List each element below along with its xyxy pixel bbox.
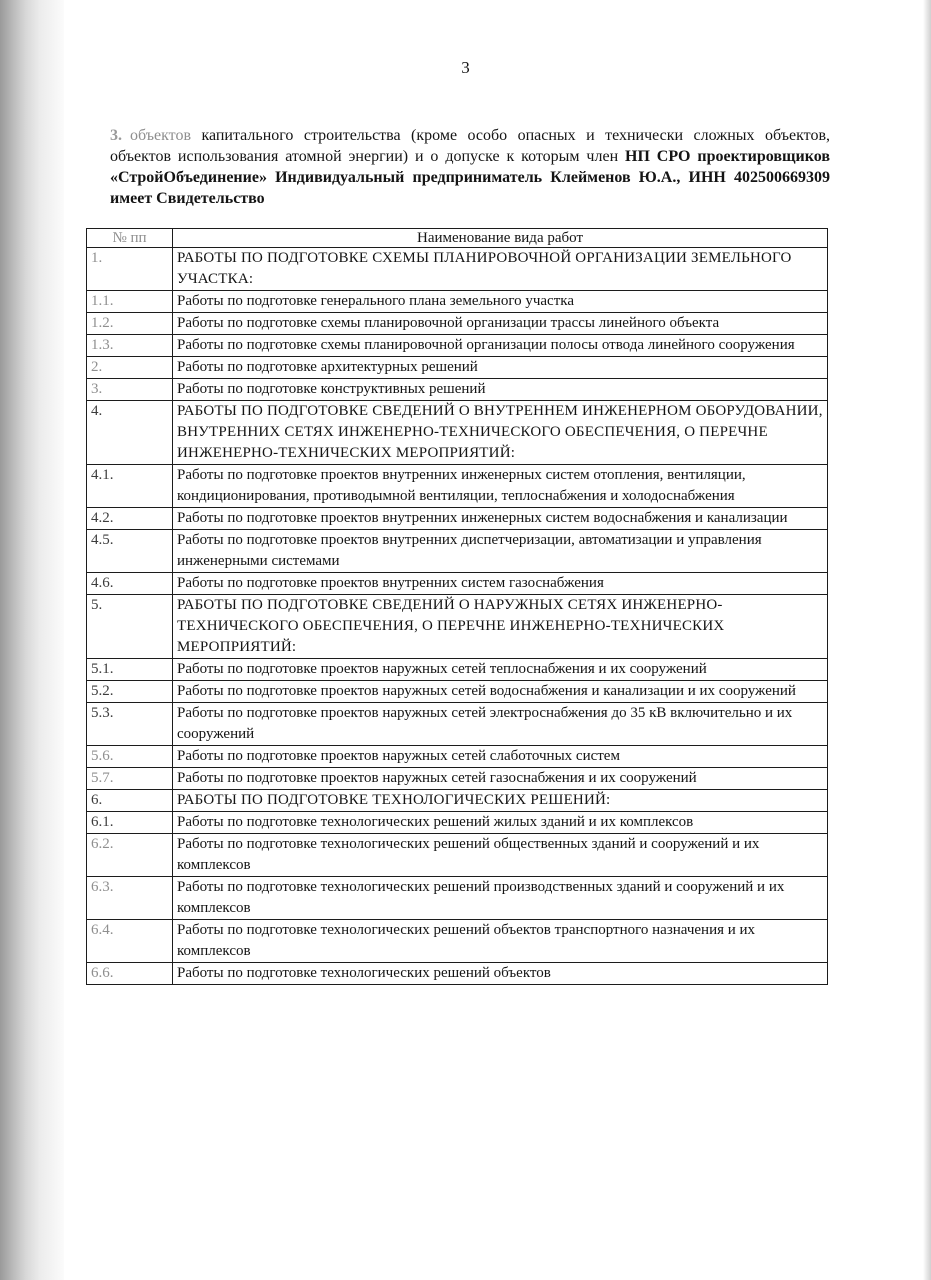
table-row [87,248,828,291]
work-name: Работы по подготовке проектов внутренних диспетчеризации, автоматизации и управления инженерными системами [173,530,828,573]
header-work-name: Наименование вида работ [173,229,828,248]
table-row [87,313,828,335]
works-table-body [87,248,828,985]
section-heading: РАБОТЫ ПО ПОДГОТОВКЕ СХЕМЫ ПЛАНИРОВОЧНОЙ ОРГАНИЗАЦИИ ЗЕМЕЛЬНОГО УЧАСТКА: [173,248,828,291]
table-row [87,703,828,746]
work-name: Работы по подготовке конструктивных решений [173,379,828,401]
header-number: № пп [87,229,173,248]
scan-shadow-left [0,0,64,1280]
table-row [87,790,828,812]
table-row [87,746,828,768]
row-number: 6.6. [87,963,173,985]
work-name: Работы по подготовке проектов наружных сетей газоснабжения и их сооружений [173,768,828,790]
table-row [87,877,828,920]
row-number: 1.2. [87,313,173,335]
intro-paragraph [110,125,830,209]
row-number: 2. [87,357,173,379]
table-row [87,681,828,703]
table-row [87,812,828,834]
table-row [87,357,828,379]
work-name: Работы по подготовке проектов наружных сетей водоснабжения и канализации и их сооружений [173,681,828,703]
table-row [87,573,828,595]
work-name: Работы по подготовке технологических решений объектов [173,963,828,985]
work-name: Работы по подготовке проектов наружных сетей электроснабжения до 35 кВ включительно и их сооружений [173,703,828,746]
row-number: 4.2. [87,508,173,530]
row-number: 4.6. [87,573,173,595]
table-row [87,963,828,985]
scan-shadow-right [923,0,931,1280]
work-name: Работы по подготовке архитектурных решений [173,357,828,379]
row-number: 5.1. [87,659,173,681]
intro-item-number: 3. [110,127,122,144]
table-row [87,508,828,530]
work-name: Работы по подготовке проектов внутренних инженерных систем отопления, вентиляции, кондиционирования, противодымной вентиляции, теплоснабжения и холодоснабжения [173,465,828,508]
table-row [87,401,828,465]
work-name: Работы по подготовке технологических решений общественных зданий и сооружений и их комплексов [173,834,828,877]
table-row [87,834,828,877]
table-row [87,379,828,401]
work-name: Работы по подготовке проектов внутренних инженерных систем водоснабжения и канализации [173,508,828,530]
row-number: 5.3. [87,703,173,746]
row-number: 1.3. [87,335,173,357]
row-number: 6.2. [87,834,173,877]
table-row [87,465,828,508]
work-name: Работы по подготовке схемы планировочной организации трассы линейного объекта [173,313,828,335]
row-number: 4.5. [87,530,173,573]
section-heading: РАБОТЫ ПО ПОДГОТОВКЕ СВЕДЕНИЙ О НАРУЖНЫХ СЕТЯХ ИНЖЕНЕРНО-ТЕХНИЧЕСКОГО ОБЕСПЕЧЕНИЯ, О ПЕРЕЧНЕ ИНЖЕНЕРНО-ТЕХНИЧЕСКИХ МЕРОПРИЯТИЙ: [173,595,828,659]
work-name: Работы по подготовке проектов наружных сетей слаботочных систем [173,746,828,768]
row-number: 4. [87,401,173,465]
section-heading: РАБОТЫ ПО ПОДГОТОВКЕ ТЕХНОЛОГИЧЕСКИХ РЕШЕНИЙ: [173,790,828,812]
table-row [87,530,828,573]
table-row [87,659,828,681]
intro-text: капитального строительства (кроме особо опасных и технически сложных объектов, объектов использования атомной энергии) и о допуске к которым член [110,127,830,165]
table-row [87,291,828,313]
table-header-row [87,229,828,248]
row-number: 6. [87,790,173,812]
row-number: 1. [87,248,173,291]
row-number: 5.6. [87,746,173,768]
row-number: 6.4. [87,920,173,963]
page-number: 3 [461,58,470,77]
intro-text-bold: НП СРО проектировщиков «СтройОбъединение» Индивидуальный предприниматель Клейменов Ю.А., ИНН 402500669309 имеет Свидетельство [110,148,830,207]
table-row [87,920,828,963]
work-name: Работы по подготовке технологических решений жилых зданий и их комплексов [173,812,828,834]
work-name: Работы по подготовке технологических решений производственных зданий и сооружений и их комплексов [173,877,828,920]
section-heading: РАБОТЫ ПО ПОДГОТОВКЕ СВЕДЕНИЙ О ВНУТРЕННЕМ ИНЖЕНЕРНОМ ОБОРУДОВАНИИ, ВНУТРЕННИХ СЕТЯХ ИНЖЕНЕРНО-ТЕХНИЧЕСКОГО ОБЕСПЕЧЕНИЯ, О ПЕРЕЧНЕ ИНЖЕНЕРНО-ТЕХНИЧЕСКИХ МЕРОПРИЯТИЙ: [173,401,828,465]
work-name: Работы по подготовке технологических решений объектов транспортного назначения и их комплексов [173,920,828,963]
row-number: 5.7. [87,768,173,790]
row-number: 1.1. [87,291,173,313]
works-table [86,228,828,985]
work-name: Работы по подготовке проектов наружных сетей теплоснабжения и их сооружений [173,659,828,681]
row-number: 4.1. [87,465,173,508]
table-row [87,768,828,790]
work-name: Работы по подготовке проектов внутренних систем газоснабжения [173,573,828,595]
table-row [87,595,828,659]
table-row [87,335,828,357]
row-number: 6.3. [87,877,173,920]
row-number: 5. [87,595,173,659]
work-name: Работы по подготовке генерального плана земельного участка [173,291,828,313]
row-number: 3. [87,379,173,401]
row-number: 6.1. [87,812,173,834]
intro-text-faded: объектов [130,127,192,144]
row-number: 5.2. [87,681,173,703]
work-name: Работы по подготовке схемы планировочной организации полосы отвода линейного сооружения [173,335,828,357]
